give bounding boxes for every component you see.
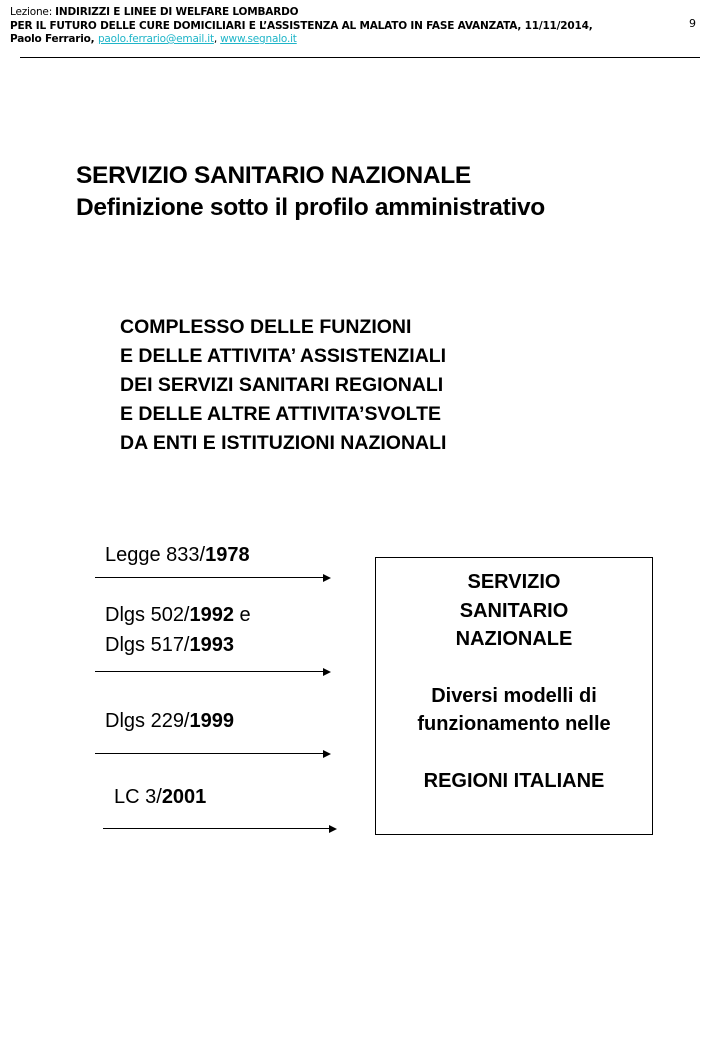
header-line-3 [10,33,593,47]
box-line: NAZIONALE [455,628,573,650]
lesson-title-1: INDIRIZZI E LINEE DI WELFARE LOMBARDO [55,6,299,18]
lesson-title-2: PER IL FUTURO DELLE CURE DOMICILIARI E L’ASSISTENZA AL MALATO IN FASE AVANZATA, 11/11/2014, [10,19,593,32]
definition-text [120,313,446,458]
lesson-prefix: Lezione: [10,6,56,18]
link-separator: , [213,33,221,45]
page-header [10,6,593,47]
definition-line: COMPLESSO DELLE FUNZIONI [120,316,412,338]
title-line-2: Definizione sotto il profilo amministrativo [76,194,545,221]
email-link[interactable]: paolo.ferrario@email.it [97,33,214,45]
header-line-2 [10,20,593,34]
header-divider [20,57,700,58]
box-line: SERVIZIO [467,571,561,593]
box-line: funzionamento nelle [417,713,611,735]
definition-line: DA ENTI E ISTITUZIONI NAZIONALI [120,432,447,454]
website-link[interactable]: www.segnalo.it [220,33,297,45]
definition-line: E DELLE ATTIVITA’ ASSISTENZIALI [120,345,447,367]
box-line: SANITARIO [459,599,569,622]
title-line-1: SERVIZIO SANITARIO NAZIONALE [76,162,471,189]
header-line-1 [10,6,593,20]
law-dlgs-502: Dlgs 502/1992 e [105,604,251,626]
law-lc-3: LC 3/2001 [114,786,207,808]
definition-line: E DELLE ALTRE ATTIVITA’SVOLTE [120,403,442,425]
arrow-right-icon [103,828,335,829]
box-line: Diversi modelli di [431,684,597,707]
law-dlgs-229: Dlgs 229/1999 [105,710,234,732]
arrow-right-icon [95,753,329,754]
arrow-right-icon [95,577,329,578]
law-legge-833: Legge 833/1978 [105,544,250,566]
page-number: 9 [689,17,696,30]
slide-title [76,160,545,224]
box-line: REGIONI ITALIANE [423,769,605,792]
ssn-box [375,557,653,835]
author-name: Paolo Ferrario, [10,33,98,45]
law-dlgs-517: Dlgs 517/1993 [105,634,234,656]
arrow-right-icon [95,671,329,672]
definition-line: DEI SERVIZI SANITARI REGIONALI [120,374,444,396]
